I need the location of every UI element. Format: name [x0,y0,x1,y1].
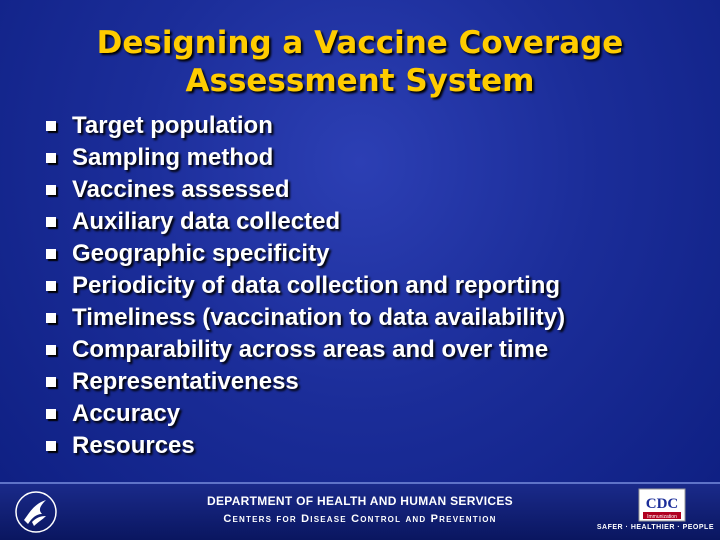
bullet-square-icon [46,121,56,131]
bullet-text: Comparability across areas and over time [72,336,549,363]
bullet-item [46,302,565,334]
bullet-text: Target population [72,112,273,139]
cdc-logo-text: CDC [645,496,679,512]
bullet-item [46,174,565,206]
footer-bar [0,482,720,540]
department-name: DEPARTMENT OF HEALTH AND HUMAN SERVICES [207,494,513,508]
tagline: SAFER · HEALTHIER · PEOPLE [596,524,714,531]
bullet-item [46,366,565,398]
centers-name: Centers for Disease Control and Prevention [223,513,497,525]
bullet-square-icon [46,281,56,291]
bullet-text: Vaccines assessed [72,176,290,203]
slide-title [20,24,700,100]
bullet-square-icon [46,313,56,323]
bullet-item [46,110,565,142]
cdc-logo-subtext: Immunization [647,514,677,520]
title-line-2: Assessment System [185,63,535,99]
bullet-text: Periodicity of data collection and reporting [72,272,561,299]
bullet-square-icon [46,409,56,419]
bullet-square-icon [46,217,56,227]
bullet-square-icon [46,345,56,355]
bullet-item [46,430,565,462]
bullet-item [46,270,565,302]
bullet-list [46,110,565,462]
bullet-text: Auxiliary data collected [72,208,341,235]
bullet-square-icon [46,185,56,195]
bullet-text: Accuracy [72,400,181,427]
bullet-text: Geographic specificity [72,240,330,267]
bullet-square-icon [46,153,56,163]
bullet-square-icon [46,249,56,259]
title-line-1: Designing a Vaccine Coverage [96,25,624,61]
bullet-square-icon [46,377,56,387]
bullet-item [46,238,565,270]
bullet-text: Representativeness [72,368,299,395]
bullet-item [46,206,565,238]
cdc-logo [638,488,686,522]
bullet-text: Resources [72,432,195,459]
bullet-text: Timeliness (vaccination to data availability) [72,304,566,331]
bullet-item [46,398,565,430]
bullet-item [46,142,565,174]
bullet-text: Sampling method [72,144,274,171]
bullet-item [46,334,565,366]
bullet-square-icon [46,441,56,451]
